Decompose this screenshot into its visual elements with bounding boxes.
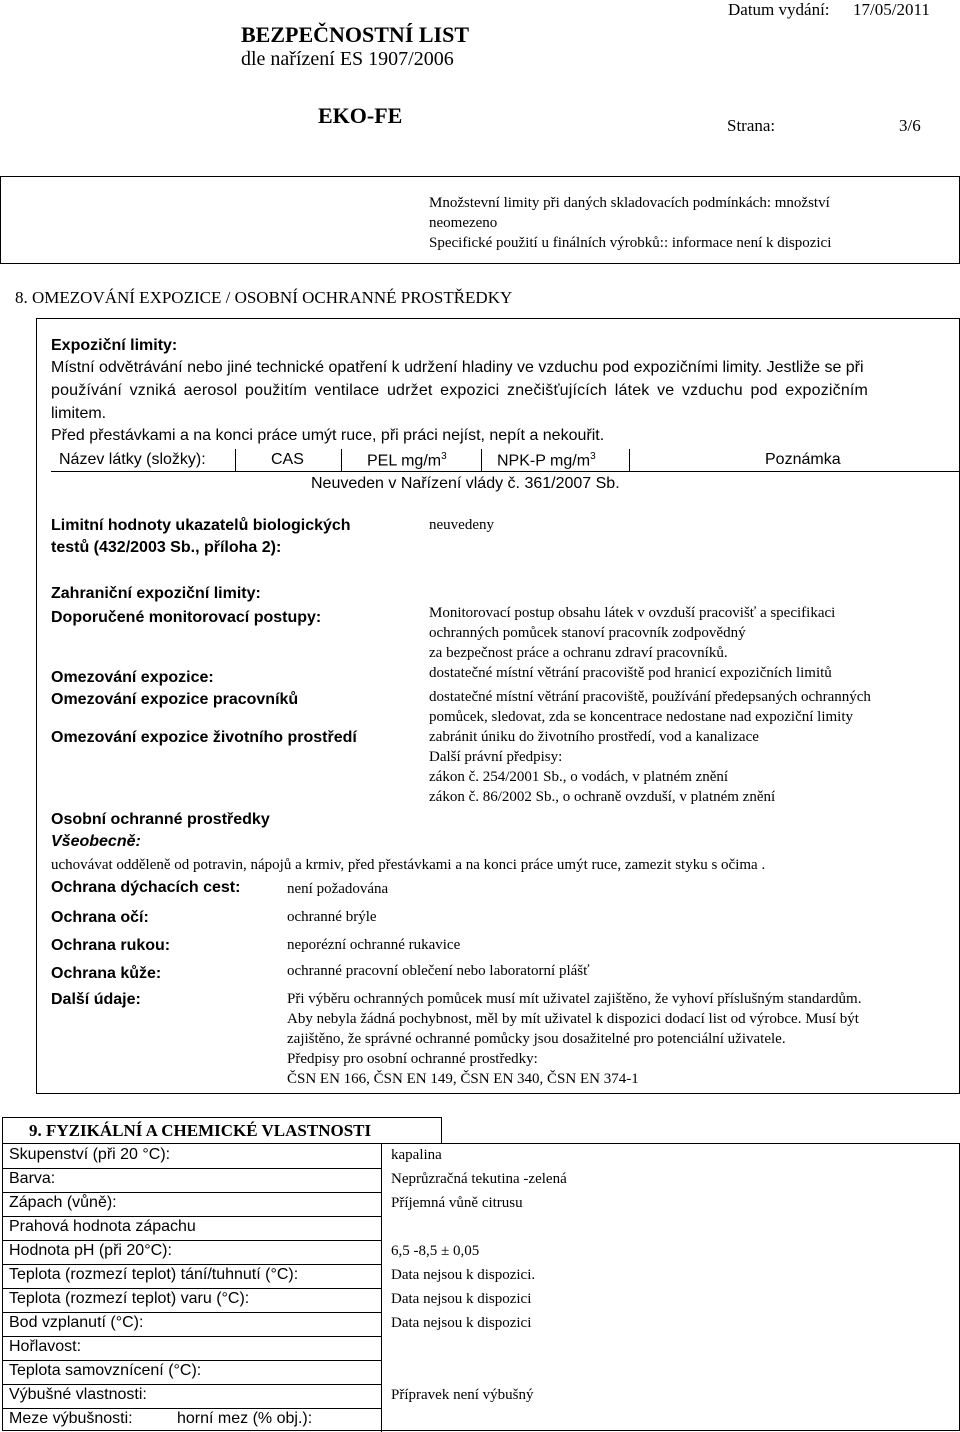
exposure-control-label: Omezování expozice: — [51, 669, 214, 686]
eye-protection-value: ochranné brýle — [287, 909, 377, 925]
env-exposure-label: Omezování expozice životního prostředí — [51, 729, 357, 746]
row-divider — [3, 1264, 381, 1265]
other-info-line-4: Předpisy pro osobní ochranné prostředky: — [287, 1051, 538, 1067]
worker-exposure-label: Omezování expozice pracovníků — [51, 691, 299, 708]
row-divider — [3, 1288, 381, 1289]
foreign-limits-label: Zahraniční expoziční limity: — [51, 585, 261, 602]
page-label: Strana: — [727, 116, 776, 135]
row-divider — [3, 1312, 381, 1313]
property-value: Přípravek není výbušný — [391, 1387, 534, 1403]
eye-protection-label: Ochrana očí: — [51, 909, 149, 926]
general-label: Všeobecně: — [51, 833, 141, 850]
env-exposure-line-4: zákon č. 86/2002 Sb., o ochraně ovzduší, v platném znění — [429, 789, 776, 805]
property-value: Data nejsou k dispozici — [391, 1291, 532, 1307]
monitoring-line-3: za bezpečnost práce a ochranu zdraví pracovníků. — [429, 645, 728, 661]
other-info-line-1: Při výběru ochranných pomůcek musí mít uživatel zajištěno, že vyhoví příslušným standardům. — [287, 991, 862, 1007]
row-divider — [3, 1240, 381, 1241]
regulation-subtitle: dle nařízení ES 1907/2006 — [241, 48, 454, 70]
row-divider — [3, 1408, 381, 1409]
document-title: BEZPEČNOSTNÍ LIST — [241, 22, 470, 47]
storage-line-3: Specifické použití u finálních výrobků:: informace není k dispozici — [429, 235, 832, 251]
property-label: Teplota samovznícení (°C): — [9, 1362, 202, 1379]
col-note: Poznámka — [765, 451, 841, 468]
property-label: Hodnota pH (při 20°C): — [9, 1242, 172, 1259]
property-label: Výbušné vlastnosti: — [9, 1386, 147, 1403]
bio-limits-label-2: testů (432/2003 Sb., příloha 2): — [51, 539, 282, 556]
limits-table-note: Neuveden v Nařízení vlády č. 361/2007 Sb. — [311, 475, 620, 492]
general-value: uchovávat odděleně od potravin, nápojů a krmiv, před přestávkami a na konci práce umýt ruce, zamezit styku s očima . — [51, 857, 766, 873]
property-label: Hořlavost: — [9, 1338, 82, 1355]
property-value: 6,5 -8,5 ± 0,05 — [391, 1243, 480, 1259]
col-substance-name: Název látky (složky): — [59, 451, 206, 468]
hand-protection-value: neporézní ochranné rukavice — [287, 937, 461, 953]
limits-table-header — [51, 451, 959, 472]
env-exposure-line-2: Další právní předpisy: — [429, 749, 563, 765]
env-exposure-line-3: zákon č. 254/2001 Sb., o vodách, v platném znění — [429, 769, 729, 785]
column-divider — [381, 1144, 382, 1432]
upper-explosive-limit-label: horní mez (% obj.): — [177, 1410, 313, 1427]
monitoring-label: Doporučené monitorovací postupy: — [51, 609, 322, 626]
property-value: kapalina — [391, 1147, 442, 1163]
exposure-control-value: dostatečné místní větrání pracoviště pod hranicí expozičních limitů — [429, 665, 832, 681]
other-info-label: Další údaje: — [51, 991, 141, 1008]
exposure-para-line-1: Místní odvětrávání nebo jiné technické opatření k udržení hladiny ve vzduchu pod expozičními limity. Jestliže se při — [51, 359, 864, 376]
row-divider — [3, 1336, 381, 1337]
property-label: Prahová hodnota zápachu — [9, 1218, 196, 1235]
property-label: Zápach (vůně): — [9, 1194, 117, 1211]
row-divider — [3, 1384, 381, 1385]
properties-table — [2, 1143, 960, 1431]
issue-date-label: Datum vydání: — [728, 0, 830, 19]
other-info-line-2: Aby nebyla žádná pochybnost, měl by mít uživatel k dispozici dodací list od výrobce. Musí být — [287, 1011, 859, 1027]
product-name: EKO-FE — [318, 103, 403, 128]
respiratory-value: není požadována — [287, 881, 389, 897]
worker-exposure-line-1: dostatečné místní větrání pracoviště, používání předepsaných ochranných — [429, 689, 871, 705]
respiratory-label: Ochrana dýchacích cest: — [51, 879, 241, 896]
property-label: Skupenství (při 20 °C): — [9, 1146, 171, 1163]
col-divider — [235, 449, 236, 471]
bio-limits-label-1: Limitní hodnoty ukazatelů biologických — [51, 517, 351, 534]
bio-limits-value: neuvedeny — [429, 517, 494, 533]
storage-line-2: neomezeno — [429, 215, 498, 231]
storage-line-1: Množstevní limity při daných skladovacích podmínkách: množství — [429, 195, 830, 211]
section9-heading: 9. FYZIKÁLNÍ A CHEMICKÉ VLASTNOSTI — [29, 1121, 372, 1140]
exposure-para-line-4: Před přestávkami a na konci práce umýt ruce, při práci nejíst, nepít a nekouřit. — [51, 427, 605, 444]
other-info-line-3: zajištěno, že správné ochranné pomůcky jsou dosažitelné pro potenciální uživatele. — [287, 1031, 786, 1047]
section9-heading-box — [2, 1117, 442, 1143]
row-divider — [3, 1216, 381, 1217]
exposure-limits-label: Expoziční limity: — [51, 337, 178, 354]
row-divider — [3, 1168, 381, 1169]
monitoring-line-1: Monitorovací postup obsahu látek v ovzduší pracovišť a specifikaci — [429, 605, 836, 621]
property-value: Data nejsou k dispozici — [391, 1315, 532, 1331]
worker-exposure-line-2: pomůcek, sledovat, zda se koncentrace nedostane nad expoziční limity — [429, 709, 854, 725]
exposure-para-line-2: používání vzniká aerosol použitím ventilace udržet expozici znečišťujících látek ve vzduchu pod expozičním — [51, 382, 869, 399]
skin-protection-label: Ochrana kůže: — [51, 965, 162, 982]
property-label: Teplota (rozmezí teplot) varu (°C): — [9, 1290, 250, 1307]
col-cas: CAS — [271, 451, 304, 468]
exposure-para-line-3: limitem. — [51, 405, 107, 422]
storage-box — [0, 176, 960, 264]
row-divider — [3, 1192, 381, 1193]
section8-heading: 8. OMEZOVÁNÍ EXPOZICE / OSOBNÍ OCHRANNÉ PROSTŘEDKY — [15, 288, 513, 307]
col-pel: PEL $mg/m^3$ — [367, 451, 447, 470]
col-divider — [629, 449, 630, 471]
property-value: Data nejsou k dispozici. — [391, 1267, 536, 1283]
issue-date-value: 17/05/2011 — [853, 0, 930, 19]
property-label: Teplota (rozmezí teplot) tání/tuhnutí (°C): — [9, 1266, 299, 1283]
monitoring-line-2: ochranných pomůcek stanoví pracovník zodpovědný — [429, 625, 746, 641]
hand-protection-label: Ochrana rukou: — [51, 937, 171, 954]
row-divider — [3, 1360, 381, 1361]
property-label: Bod vzplanutí (°C): — [9, 1314, 144, 1331]
skin-protection-value: ochranné pracovní oblečení nebo laboratorní plášť — [287, 963, 590, 979]
env-exposure-line-1: zabránit úniku do životního prostředí, vod a kanalizace — [429, 729, 759, 745]
property-value: Neprůzračná tekutina -zelená — [391, 1171, 567, 1187]
ppe-label: Osobní ochranné prostředky — [51, 811, 270, 828]
property-value: Příjemná vůně citrusu — [391, 1195, 523, 1211]
col-npk: NPK-P $mg/m^3$ — [497, 451, 596, 470]
property-label: Meze výbušnosti: — [9, 1410, 133, 1427]
col-divider — [481, 449, 482, 471]
col-divider — [341, 449, 342, 471]
section8-box — [36, 318, 960, 1094]
page-number: 3/6 — [899, 116, 921, 135]
other-info-line-5: ČSN EN 166, ČSN EN 149, ČSN EN 340, ČSN EN 374-1 — [287, 1071, 639, 1087]
property-label: Barva: — [9, 1170, 56, 1187]
